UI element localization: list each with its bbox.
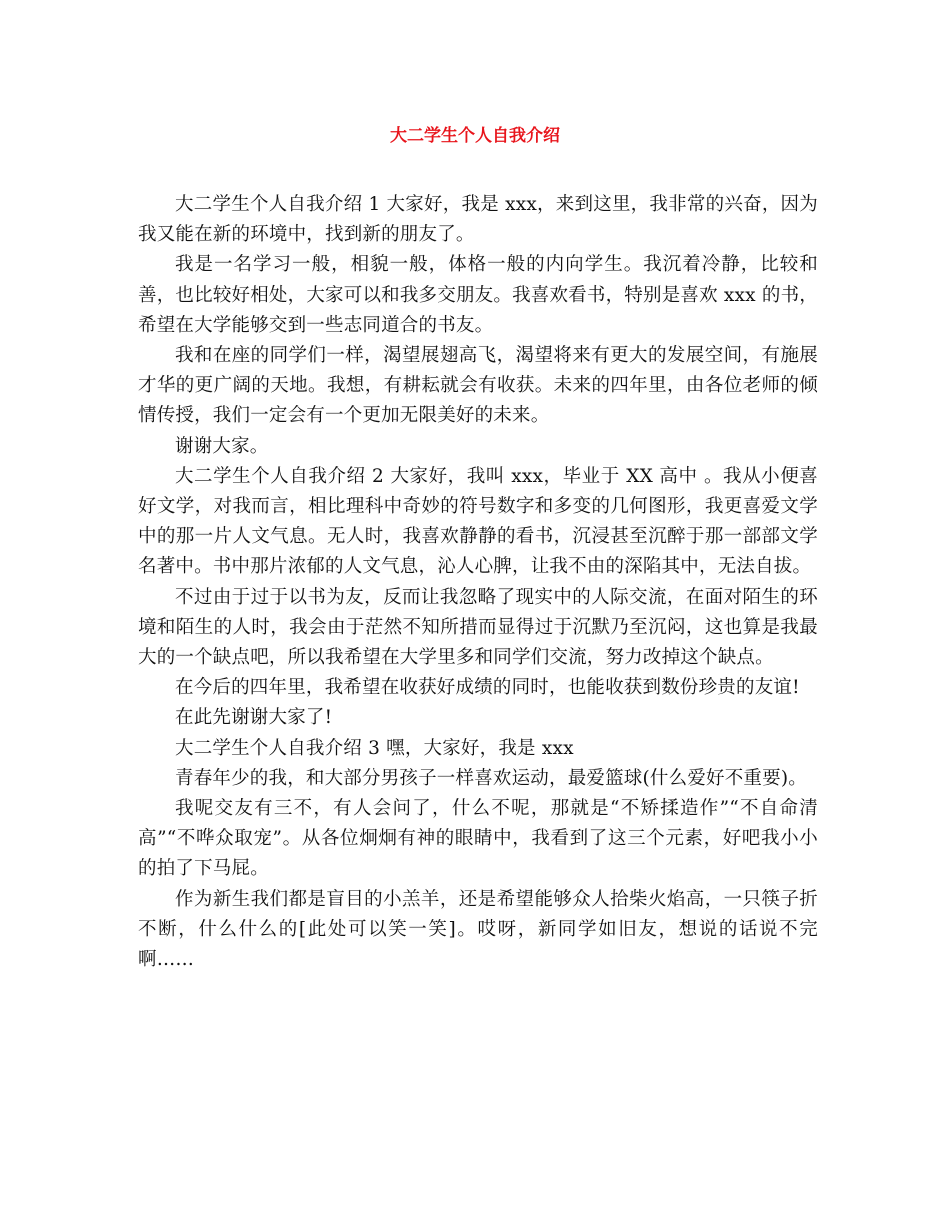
paragraph: 大二学生个人自我介绍 3 嘿，大家好，我是 xxx — [175, 737, 574, 759]
paragraph: 谢谢大家。 — [175, 435, 269, 457]
paragraph: 我是一名学习一般，相貌一般，体格一般的内向学生。我沉着冷静，比较和善，也比较好相处，大家可以和我多交朋友。我喜欢看书，特别是喜欢 xxx 的书，希望在大学能够交到一些志同道合的书友。 — [138, 254, 818, 336]
document-title: 大二学生个人自我介绍 — [390, 126, 560, 146]
paragraph: 我呢交友有三不，有人会问了，什么不呢，那就是“不矫揉造作”“不自命清高”“不哗众取宠”。从各位炯炯有神的眼睛中，我看到了这三个元素，好吧我小小的拍了下马屁。 — [138, 798, 818, 880]
paragraph: 大二学生个人自我介绍 1 大家好，我是 xxx，来到这里，我非常的兴奋，因为我又能在新的环境中，找到新的朋友了。 — [138, 194, 818, 246]
paragraph: 我和在座的同学们一样，渴望展翅高飞，渴望将来有更大的发展空间，有施展才华的更广阔的天地。我想，有耕耘就会有收获。未来的四年里，由各位老师的倾情传授，我们一定会有一个更加无限美好的未来。 — [138, 345, 818, 427]
paragraph: 在此先谢谢大家了! — [175, 707, 333, 729]
paragraph: 作为新生我们都是盲目的小羔羊，还是希望能够众人拾柴火焰高，一只筷子折不断，什么什么的[此处可以笑一笑]。哎呀，新同学如旧友，想说的话说不完啊…… — [138, 888, 818, 971]
paragraph: 青春年少的我，和大部分男孩子一样喜欢运动，最爱篮球(什么爱好不重要)。 — [175, 767, 807, 789]
paragraph: 在今后的四年里，我希望在收获好成绩的同时，也能收获到数份珍贵的友谊! — [175, 677, 800, 699]
paragraph: 大二学生个人自我介绍 2 大家好，我叫 xxx，毕业于 XX 高中 。我从小便喜好文学，对我而言，相比理科中奇妙的符号数字和多变的几何图形，我更喜爱文学中的那一片人文气息。无人时，我喜欢静静的看书，沉浸甚至沉醉于那一部部文学名著中。书中那片浓郁的人文气息，沁人心脾，让我不由的深陷其中，无法自拔。 — [138, 465, 818, 578]
paragraph: 不过由于过于以书为友，反而让我忽略了现实中的人际交流，在面对陌生的环境和陌生的人时，我会由于茫然不知所措而显得过于沉默乃至沉闷，这也算是我最大的一个缺点吧，所以我希望在大学里多和同学们交流，努力改掉这个缺点。 — [138, 586, 818, 669]
document-body — [138, 190, 818, 975]
